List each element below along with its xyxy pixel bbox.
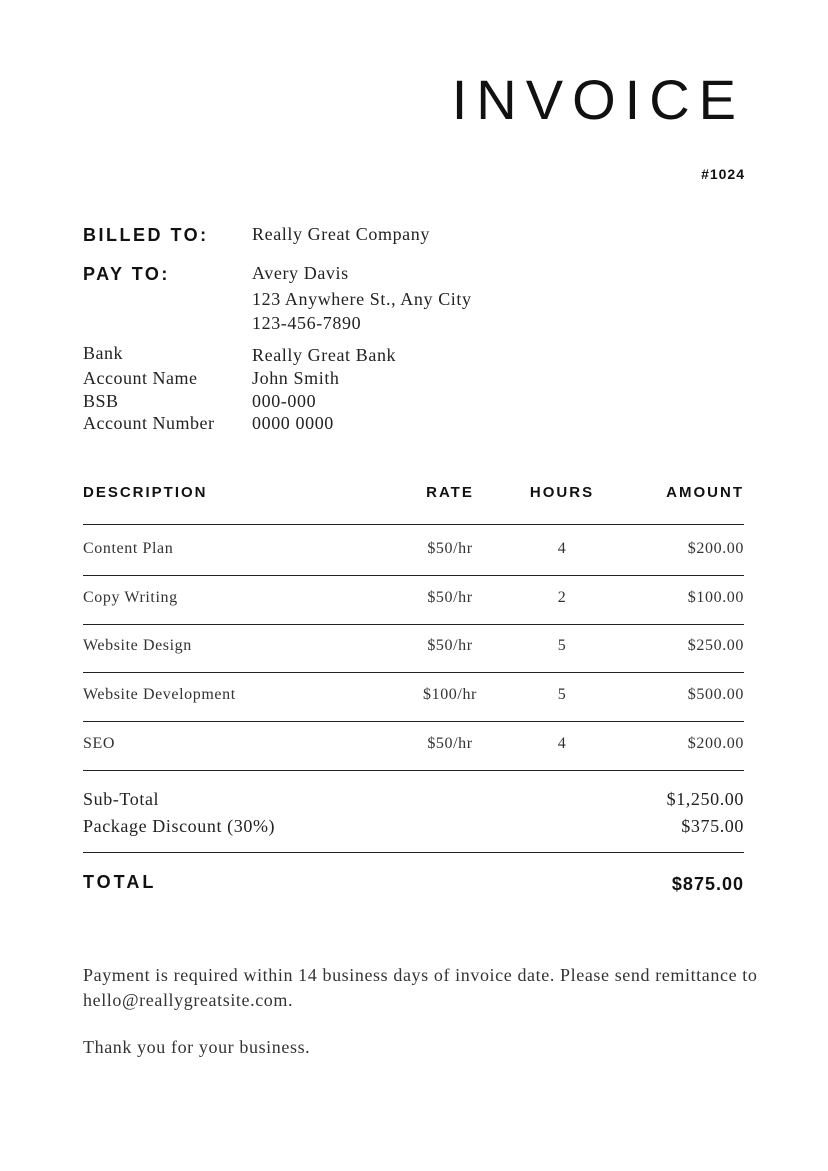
row-divider [83, 575, 744, 576]
pay-to-address: 123 Anywhere St., Any City [252, 289, 472, 309]
row-rate: $50/hr [427, 589, 473, 606]
bank-value: Really Great Bank [252, 345, 397, 365]
row-hours: 5 [557, 637, 567, 654]
account-name-label: Account Name [83, 368, 198, 388]
invoice-title: INVOICE [451, 68, 745, 131]
row-description: Website Development [83, 686, 236, 703]
total-value: $875.00 [671, 874, 744, 894]
row-hours: 2 [557, 589, 567, 606]
discount-label: Package Discount (30%) [83, 816, 276, 836]
row-rate: $50/hr [427, 735, 473, 752]
bsb-value: 000-000 [252, 391, 317, 411]
pay-to-label: PAY TO: [83, 264, 170, 284]
row-description: SEO [83, 735, 116, 752]
invoice-number: #1024 [701, 166, 745, 182]
account-name-value: John Smith [252, 368, 340, 388]
row-amount: $100.00 [687, 589, 744, 606]
total-label: TOTAL [83, 872, 157, 892]
column-header-hours: HOURS [529, 484, 595, 501]
row-rate: $100/hr [423, 686, 477, 703]
table-header-divider [83, 524, 744, 525]
payment-note: Payment is required within 14 business days of invoice date. Please send remittance to hello@reallygreatsite.com. [83, 965, 758, 1010]
pay-to-phone: 123-456-7890 [252, 313, 362, 333]
row-divider [83, 624, 744, 625]
billed-to-value: Really Great Company [252, 224, 430, 244]
bsb-label: BSB [83, 391, 119, 411]
row-divider [83, 672, 744, 673]
row-amount: $200.00 [687, 540, 744, 557]
row-divider [83, 721, 744, 722]
row-amount: $250.00 [687, 637, 744, 654]
subtotal-label: Sub-Total [83, 789, 160, 809]
row-rate: $50/hr [427, 637, 473, 654]
row-hours: 4 [557, 540, 567, 557]
row-hours: 5 [557, 686, 567, 703]
row-description: Content Plan [83, 540, 174, 557]
row-amount: $500.00 [687, 686, 744, 703]
row-amount: $200.00 [687, 735, 744, 752]
row-description: Website Design [83, 637, 192, 654]
billed-to-label: BILLED TO: [83, 225, 209, 245]
pay-to-name: Avery Davis [252, 263, 349, 283]
column-header-description: DESCRIPTION [83, 484, 208, 501]
discount-value: $375.00 [681, 816, 744, 836]
account-number-label: Account Number [83, 413, 215, 433]
table-bottom-divider [83, 770, 744, 771]
thank-you-note: Thank you for your business. [83, 1037, 311, 1057]
row-description: Copy Writing [83, 589, 178, 606]
row-hours: 4 [557, 735, 567, 752]
total-divider [83, 852, 744, 853]
row-rate: $50/hr [427, 540, 473, 557]
subtotal-value: $1,250.00 [666, 789, 744, 809]
column-header-amount: AMOUNT [666, 484, 744, 501]
bank-label: Bank [83, 343, 123, 363]
column-header-rate: RATE [426, 484, 474, 501]
account-number-value: 0000 0000 [252, 413, 334, 433]
